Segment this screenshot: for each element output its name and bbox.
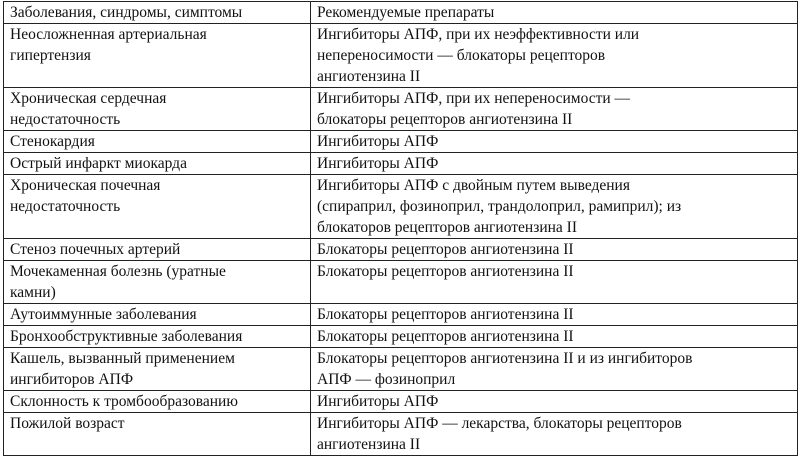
table-row (4, 348, 798, 391)
drugs-line: Блокаторы рецепторов ангиотензина II и из ингибиторов (317, 350, 693, 367)
drugs-line: непереносимости — блокаторы рецепторов (317, 47, 606, 64)
condition-cell (4, 304, 311, 326)
condition-line: Стенокардия (10, 133, 95, 150)
drugs-line: ангиотензина II (317, 436, 421, 453)
drugs-cell (311, 175, 798, 239)
header-conditions: Заболевания, синдромы, симптомы (4, 2, 311, 24)
condition-line: Аутоиммунные заболевания (10, 306, 197, 323)
drugs-cell (311, 413, 798, 456)
drugs-cell (311, 24, 798, 88)
drugs-line: Блокаторы рецепторов ангиотензина II (317, 241, 574, 258)
drugs-line: Блокаторы рецепторов ангиотензина II (317, 306, 574, 323)
condition-line: ингибиторов АПФ (10, 371, 134, 388)
table-row (4, 261, 798, 304)
drugs-cell (311, 131, 798, 153)
drugs-line: АПФ — фозиноприл (317, 371, 456, 388)
condition-cell (4, 153, 311, 175)
table-row (4, 131, 798, 153)
table-row (4, 413, 798, 456)
drugs-cell (311, 153, 798, 175)
condition-cell (4, 175, 311, 239)
condition-cell (4, 261, 311, 304)
drugs-line: блокаторы рецепторов ангиотензина II (317, 111, 573, 128)
table-header-row (4, 2, 798, 24)
condition-line: гипертензия (10, 47, 91, 64)
drugs-line: ангиотензина II (317, 68, 421, 85)
drugs-line: Ингибиторы АПФ (317, 133, 439, 150)
drugs-line: Ингибиторы АПФ, при их непереносимости — (317, 90, 631, 107)
table-row (4, 304, 798, 326)
drugs-cell (311, 261, 798, 304)
condition-line: Стеноз почечных артерий (10, 241, 181, 258)
drugs-line: Блокаторы рецепторов ангиотензина II (317, 328, 574, 345)
table-row (4, 326, 798, 348)
header-drugs: Рекомендуемые препараты (311, 2, 798, 24)
condition-line: Острый инфаркт миокарда (10, 155, 187, 172)
table-row (4, 88, 798, 131)
table-row (4, 175, 798, 239)
condition-line: Хроническая почечная (10, 177, 161, 194)
condition-line: Кашель, вызванный применением (10, 350, 235, 367)
drugs-line: Ингибиторы АПФ, при их неэффективности или (317, 26, 640, 43)
drugs-cell (311, 88, 798, 131)
table-row (4, 153, 798, 175)
table-row (4, 24, 798, 88)
condition-cell (4, 413, 311, 456)
drugs-cell (311, 348, 798, 391)
condition-line: Неосложненная артериальная (10, 26, 207, 43)
condition-line: Склонность к тромбообразованию (10, 393, 238, 410)
condition-cell (4, 348, 311, 391)
drugs-cell (311, 304, 798, 326)
drugs-line: блокаторов рецепторов ангиотензина II (317, 219, 577, 236)
drugs-line: Ингибиторы АПФ (317, 393, 439, 410)
condition-cell (4, 24, 311, 88)
drugs-line: Ингибиторы АПФ с двойным путем выведения (317, 177, 630, 194)
condition-line: Мочекаменная болезнь (уратные (10, 263, 226, 280)
recommendations-table (3, 1, 798, 456)
drugs-line: Блокаторы рецепторов ангиотензина II (317, 263, 574, 280)
condition-line: камни) (10, 284, 56, 301)
condition-cell (4, 88, 311, 131)
condition-cell (4, 239, 311, 261)
table-row (4, 391, 798, 413)
condition-line: Хроническая сердечная (10, 90, 167, 107)
condition-cell (4, 391, 311, 413)
condition-cell (4, 326, 311, 348)
condition-line: Бронхообструктивные заболевания (10, 328, 243, 345)
drugs-line: (спираприл, фозиноприл, трандолоприл, рамиприл); из (317, 198, 682, 215)
condition-line: недостаточность (10, 198, 121, 215)
drugs-cell (311, 391, 798, 413)
table-body (4, 2, 798, 456)
drugs-line: Ингибиторы АПФ — лекарства, блокаторы рецепторов (317, 415, 682, 432)
drugs-cell (311, 239, 798, 261)
drugs-cell (311, 326, 798, 348)
condition-cell (4, 131, 311, 153)
condition-line: недостаточность (10, 111, 121, 128)
condition-line: Пожилой возраст (10, 415, 125, 432)
drugs-line: Ингибиторы АПФ (317, 155, 439, 172)
table-row (4, 239, 798, 261)
